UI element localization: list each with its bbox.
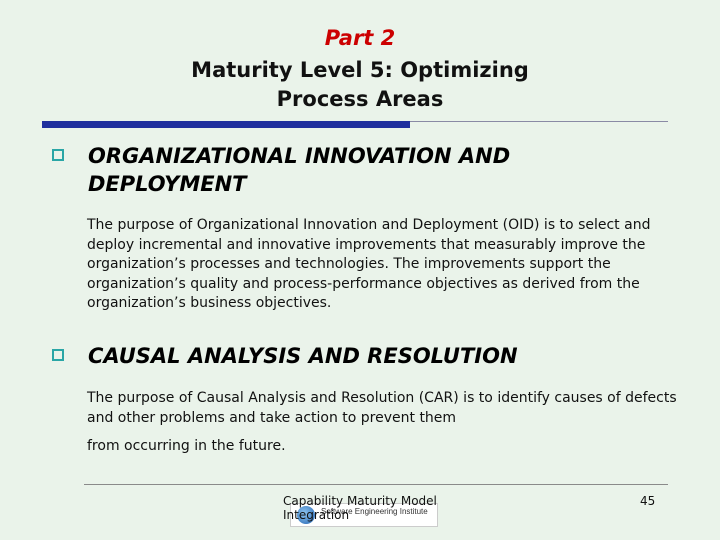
- section-heading-oid: [52, 142, 672, 198]
- section-body-car: [87, 388, 677, 456]
- sei-logo-text: Software Engineering Institute: [321, 507, 428, 516]
- title-divider-line: [410, 121, 668, 122]
- square-bullet-icon: [52, 349, 64, 361]
- section-body-oid: The purpose of Organizational Innovation and Deployment (OID) is to select and deploy incremental and innovative improvements that measurably improve the organization’s processes and technologies. The improvements support the organization’s quality and process-performance objectives as derived from the organization’s business objectives.: [87, 217, 651, 311]
- part-label: Part 2: [324, 26, 396, 50]
- section-heading-oid-line-1: ORGANIZATIONAL INNOVATION AND: [88, 144, 511, 168]
- slide-title-line-2: Process Areas: [276, 87, 444, 111]
- slide-title: [0, 56, 720, 114]
- section-heading-car: [52, 342, 672, 370]
- footer-divider-line: [84, 484, 668, 485]
- square-bullet-icon: [52, 149, 64, 161]
- title-accent-bar: [42, 121, 410, 128]
- section-heading-car-text: CAUSAL ANALYSIS AND RESOLUTION: [88, 344, 518, 368]
- section-body-car-last: from occurring in the future.: [87, 438, 286, 454]
- page-number: 45: [640, 494, 656, 508]
- section-heading-oid-line-2: DEPLOYMENT: [88, 172, 247, 196]
- section-body-car-main: The purpose of Causal Analysis and Resolution (CAR) is to identify causes of defects and other problems and take action to prevent them: [87, 390, 677, 426]
- slide-title-line-1: Maturity Level 5: Optimizing: [191, 58, 529, 82]
- footer-text: Capability Maturity Model Integration: [283, 494, 437, 522]
